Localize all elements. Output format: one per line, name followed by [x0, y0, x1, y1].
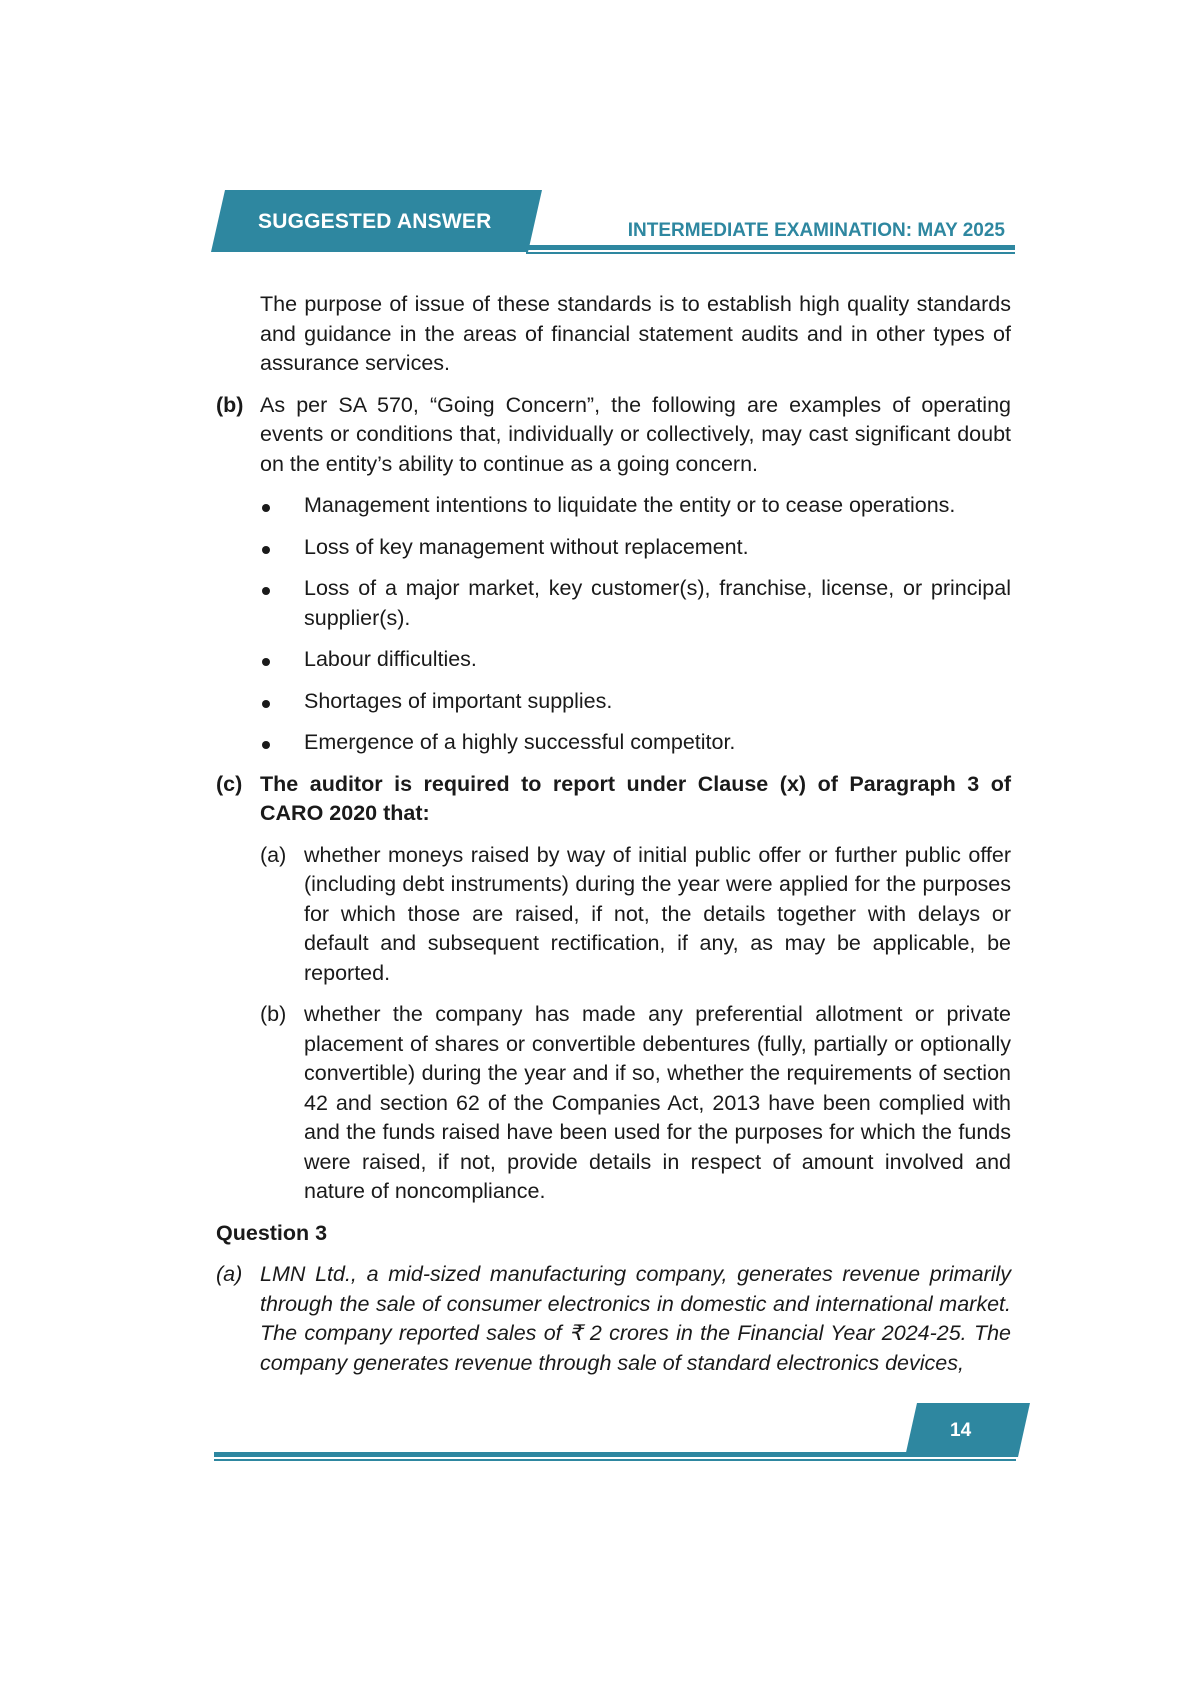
part-c [216, 770, 1011, 829]
list-item: Management intentions to liquidate the entity or to cease operations. [260, 491, 1011, 521]
bullet-icon [260, 728, 304, 758]
part-c-text: The auditor is required to report under Clause (x) of Paragraph 3 of CARO 2020 that: [260, 771, 1011, 825]
page-number: 14 [950, 1420, 972, 1441]
footer-rule-thin [214, 1459, 1016, 1461]
intro-paragraph [216, 290, 1011, 379]
part-c-item-b-label: (b) [260, 1002, 287, 1026]
bullet-icon [260, 491, 304, 521]
header-tab-label: SUGGESTED ANSWER [258, 210, 492, 233]
part-b-label: (b) [216, 392, 244, 417]
part-c-item-b-text: whether the company has made any preferential allotment or private placement of shares or convertible debentures (fully, partially or optionally convertible) during the year and if so, whether the requirements of section 42 and section 62 of the Companies Act, 2013 have been complied with and the funds raised have been used for the purposes for which the funds were raised, if not, provide details in respect of amount involved and nature of noncompliance. [304, 1002, 1011, 1203]
question-part-a [216, 1260, 1011, 1378]
going-concern-list [260, 491, 1011, 758]
part-c-item-b [260, 1000, 1011, 1207]
footer-rule [214, 1452, 1016, 1457]
list-item: Emergence of a highly successful competitor. [260, 728, 1011, 758]
header-rule [526, 245, 1015, 250]
question-part-a-text: LMN Ltd., a mid-sized manufacturing company, generates revenue primarily through the sale of consumer electronics in domestic and international market. The company reported sales of ₹ 2 crores in the Financial Year 2024-25. The company generates revenue through sale of standard electronics devices, [260, 1262, 1011, 1375]
header-rule-thin [526, 252, 1015, 254]
part-b [216, 391, 1011, 480]
part-c-label: (c) [216, 771, 243, 796]
list-item: Shortages of important supplies. [260, 687, 1011, 717]
question-part-a-label: (a) [216, 1262, 243, 1286]
bullet-icon [260, 645, 304, 675]
part-c-item-a-label: (a) [260, 842, 287, 867]
list-item: Loss of a major market, key customer(s), franchise, license, or principal supplier(s). [260, 574, 1011, 633]
part-c-item-a [260, 841, 1011, 989]
list-item: Loss of key management without replacement. [260, 533, 1011, 563]
part-b-text: As per SA 570, “Going Concern”, the following are examples of operating events or conditions that, individually or collectively, may cast significant doubt on the entity’s ability to continue as a going concern. [260, 392, 1011, 476]
question-heading: Question 3 [216, 1220, 328, 1245]
list-item: Labour difficulties. [260, 645, 1011, 675]
exam-title: INTERMEDIATE EXAMINATION: MAY 2025 [627, 220, 1005, 241]
part-c-item-a-text: whether moneys raised by way of initial public offer or further public offer (including debt instruments) during the year were applied for the purposes for which those are raised, if not, the details together with delays or default and subsequent rectification, if any, as may be applicable, be reported. [304, 842, 1011, 985]
intro-text: The purpose of issue of these standards is to establish high quality standards and guidance in the areas of financial statement audits and in other types of assurance services. [260, 292, 1011, 375]
bullet-icon [260, 533, 304, 563]
bullet-icon [260, 687, 304, 717]
bullet-icon [260, 574, 304, 633]
page-content [216, 290, 1011, 1390]
